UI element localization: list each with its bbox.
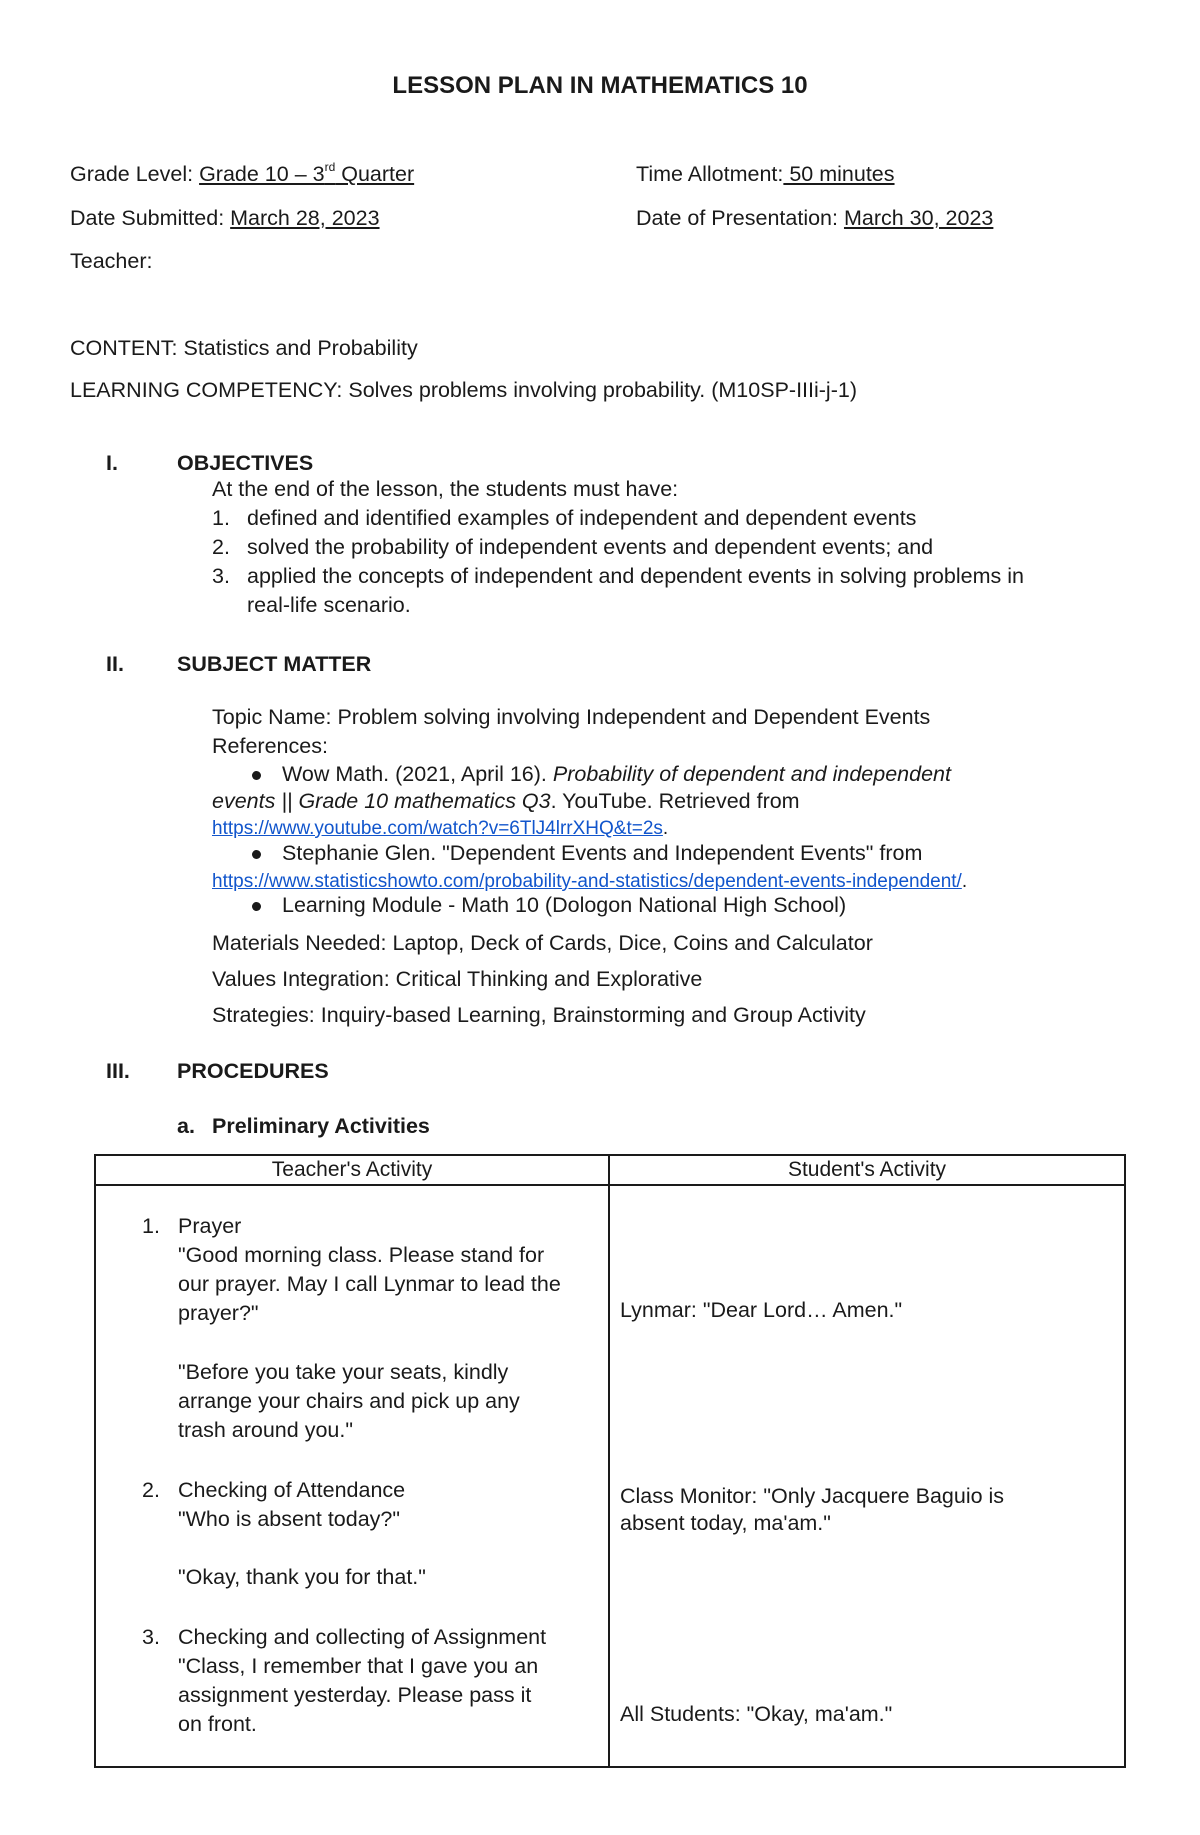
youtube-link[interactable]: https://www.youtube.com/watch?v=6TlJ4lrrXHQ&t=2s: [212, 818, 663, 839]
objective-num: 1.: [212, 506, 230, 530]
reference-item: Wow Math. (2021, April 16). Probability of dependent and independent: [282, 762, 951, 787]
step-num: 2.: [142, 1478, 160, 1502]
subject-numeral: II.: [106, 652, 124, 676]
step-line: "Before you take your seats, kindly: [178, 1360, 509, 1384]
date-submitted-value: March 28, 2023: [230, 206, 380, 230]
reference-link-line: https://www.youtube.com/watch?v=6TlJ4lrrXHQ&t=2s.: [212, 818, 669, 839]
objective-item: applied the concepts of independent and dependent events in solving problems in: [247, 564, 1024, 588]
procedures-heading: PROCEDURES: [177, 1059, 329, 1083]
reference-link-line: https://www.statisticshowto.com/probability-and-statistics/dependent-events-independent/.: [212, 871, 968, 892]
step-line: arrange your chairs and pick up any: [178, 1389, 520, 1413]
strategies: Strategies: Inquiry-based Learning, Brainstorming and Group Activity: [212, 1003, 866, 1027]
student-activity-header: Student's Activity: [609, 1155, 1125, 1185]
bullet-icon: [252, 902, 261, 911]
materials-needed: Materials Needed: Laptop, Deck of Cards, Dice, Coins and Calculator: [212, 931, 873, 955]
step-line: trash around you.": [178, 1418, 353, 1442]
competency-line: LEARNING COMPETENCY: Solves problems involving probability. (M10SP-IIIi-j-1): [70, 378, 857, 402]
objectives-numeral: I.: [106, 451, 118, 475]
content-line: CONTENT: Statistics and Probability: [70, 336, 418, 360]
reference-item: Stephanie Glen. "Dependent Events and Independent Events" from: [282, 841, 922, 866]
student-activity-cell: [609, 1185, 1125, 1767]
activities-table: [94, 1154, 1126, 1768]
student-response: All Students: "Okay, ma'am.": [620, 1702, 893, 1726]
date-presentation: [636, 206, 993, 231]
date-submitted-label: Date Submitted:: [70, 206, 231, 230]
step-line: prayer?": [178, 1301, 259, 1325]
objectives-heading: OBJECTIVES: [177, 451, 314, 475]
step-line: assignment yesterday. Please pass it: [178, 1683, 532, 1707]
time-allotment-value: 50 minutes: [783, 162, 895, 186]
time-allotment: [636, 162, 895, 187]
teacher-label: Teacher:: [70, 249, 153, 273]
procedures-numeral: III.: [106, 1059, 130, 1083]
step-line: "Class, I remember that I gave you an: [178, 1654, 539, 1678]
page-title: LESSON PLAN IN MATHEMATICS 10: [392, 72, 808, 99]
preliminary-heading: Preliminary Activities: [212, 1114, 430, 1138]
statisticshowto-link[interactable]: https://www.statisticshowto.com/probability-and-statistics/dependent-events-independent/: [212, 871, 962, 892]
values-integration: Values Integration: Critical Thinking and Explorative: [212, 967, 703, 991]
time-allotment-label: Time Allotment:: [636, 162, 784, 186]
step-title: Prayer: [178, 1214, 242, 1238]
step-line: "Good morning class. Please stand for: [178, 1243, 545, 1267]
step-num: 1.: [142, 1214, 160, 1238]
step-line: our prayer. May I call Lynmar to lead the: [178, 1272, 561, 1296]
step-title: Checking and collecting of Assignment: [178, 1625, 547, 1649]
step-num: 3.: [142, 1625, 160, 1649]
objective-item: solved the probability of independent events and dependent events; and: [247, 535, 934, 559]
topic-name: Topic Name: Problem solving involving Independent and Dependent Events: [212, 705, 931, 729]
teacher-activity-header: Teacher's Activity: [95, 1155, 609, 1185]
reference-item-continued: events || Grade 10 mathematics Q3. YouTube. Retrieved from: [212, 789, 800, 813]
objectives-intro: At the end of the lesson, the students must have:: [212, 477, 679, 501]
step-line: on front.: [178, 1712, 257, 1736]
student-response: Class Monitor: "Only Jacquere Baguio is: [620, 1484, 1005, 1508]
grade-level-label: Grade Level:: [70, 162, 200, 186]
objective-num: 2.: [212, 535, 230, 559]
objective-num: 3.: [212, 564, 230, 588]
step-line: "Who is absent today?": [178, 1507, 401, 1531]
objective-item: defined and identified examples of independent and dependent events: [247, 506, 917, 530]
preliminary-letter: a.: [177, 1114, 195, 1138]
step-line: "Okay, thank you for that.": [178, 1565, 426, 1589]
step-title: Checking of Attendance: [178, 1478, 406, 1502]
table-row: [95, 1185, 1125, 1767]
student-response: Lynmar: "Dear Lord… Amen.": [620, 1298, 903, 1322]
grade-level: [70, 162, 414, 187]
teacher-activity-cell: [95, 1185, 609, 1767]
date-submitted: [70, 206, 380, 231]
objective-item-continued: real-life scenario.: [247, 593, 411, 617]
references-label: References:: [212, 734, 328, 758]
bullet-icon: [252, 771, 261, 780]
date-presentation-value: March 30, 2023: [843, 206, 994, 230]
reference-item: Learning Module - Math 10 (Dologon National High School): [282, 893, 846, 918]
grade-level-value: Grade 10 – 3rd Quarter: [199, 160, 415, 186]
subject-heading: SUBJECT MATTER: [177, 652, 372, 676]
student-response-continued: absent today, ma'am.": [620, 1511, 831, 1535]
date-presentation-label: Date of Presentation:: [636, 206, 844, 230]
bullet-icon: [252, 850, 261, 859]
table-header-row: [95, 1155, 1125, 1185]
